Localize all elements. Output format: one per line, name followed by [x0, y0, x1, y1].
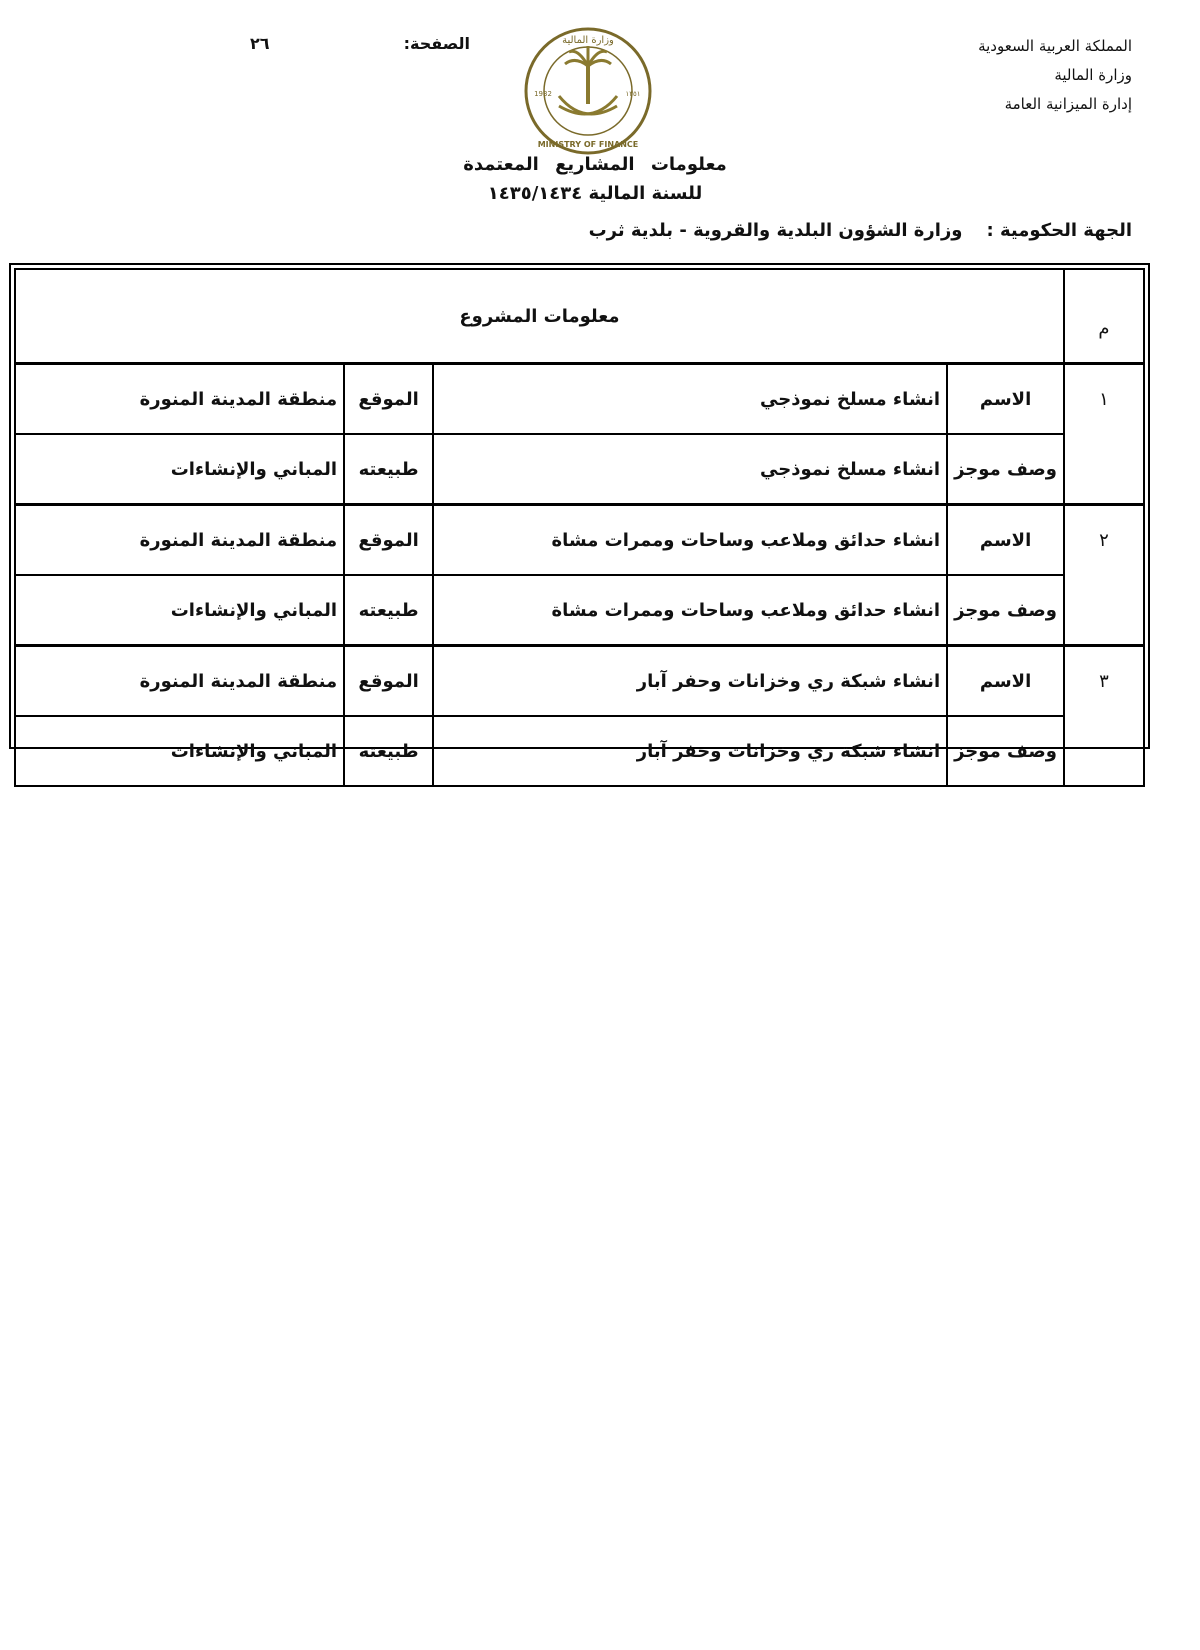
- page-number: ٢٦: [250, 34, 270, 53]
- table-row: [15, 364, 1144, 435]
- name-label: الاسم: [947, 646, 1064, 717]
- page-label: الصفحة:: [403, 34, 470, 53]
- table-row: [15, 646, 1144, 717]
- project-description: انشاء شبكة ري وخزانات وحفر آبار: [433, 716, 947, 786]
- nature-label: طبيعته: [344, 434, 433, 505]
- nature-label: طبيعته: [344, 716, 433, 786]
- name-label: الاسم: [947, 505, 1064, 576]
- project-description: انشاء حدائق وملاعب وساحات وممرات مشاة: [433, 575, 947, 646]
- agency-line: [412, 220, 1132, 241]
- header-organization: [872, 32, 1132, 119]
- header-project-info: معلومات المشروع: [15, 269, 1064, 364]
- row-index: ١: [1064, 364, 1144, 505]
- location-label: الموقع: [344, 364, 433, 435]
- logo-english-text: MINISTRY OF FINANCE: [537, 140, 639, 149]
- project-location: منطقة المدينة المنورة: [15, 364, 344, 435]
- project-location: منطقة المدينة المنورة: [15, 646, 344, 717]
- department-name: إدارة الميزانية العامة: [1004, 95, 1132, 113]
- description-label: وصف موجز: [947, 716, 1064, 786]
- table-row: [15, 575, 1144, 646]
- row-index: ٣: [1064, 646, 1144, 787]
- row-index: ٢: [1064, 505, 1144, 646]
- location-label: الموقع: [344, 505, 433, 576]
- location-label: الموقع: [344, 646, 433, 717]
- table-header-row: [15, 269, 1144, 364]
- page-number-block: [240, 34, 480, 64]
- agency-label: الجهة الحكومية :: [986, 220, 1132, 241]
- title-block: [300, 150, 890, 208]
- project-name: انشاء حدائق وملاعب وساحات وممرات مشاة: [433, 505, 947, 576]
- fiscal-year-title: للسنة المالية ١٤٣٥/١٤٣٤: [487, 183, 703, 204]
- logo-arabic-text: وزارة المالية: [562, 35, 614, 46]
- project-nature: المباني والإنشاءات: [15, 575, 344, 646]
- header-index: م: [1064, 269, 1144, 364]
- projects-table: [14, 268, 1145, 787]
- ministry-name: وزارة المالية: [1054, 66, 1132, 84]
- agency-value: وزارة الشؤون البلدية والقروية - بلدية ثرب: [588, 220, 963, 241]
- table-row: [15, 434, 1144, 505]
- project-name: انشاء مسلخ نموذجي: [433, 364, 947, 435]
- project-name: انشاء شبكة ري وخزانات وحفر آبار: [433, 646, 947, 717]
- logo-year-left: 1932: [534, 90, 552, 98]
- country-name: المملكة العربية السعودية: [978, 37, 1132, 55]
- table-row: [15, 716, 1144, 786]
- ministry-logo: [523, 26, 653, 156]
- project-description: انشاء مسلخ نموذجي: [433, 434, 947, 505]
- projects-table-frame: [9, 263, 1150, 762]
- name-label: الاسم: [947, 364, 1064, 435]
- project-nature: المباني والإنشاءات: [15, 716, 344, 786]
- table-row: [15, 505, 1144, 576]
- description-label: وصف موجز: [947, 434, 1064, 505]
- nature-label: طبيعته: [344, 575, 433, 646]
- project-nature: المباني والإنشاءات: [15, 434, 344, 505]
- document-title: معلومات المشاريع المعتمدة: [463, 154, 727, 175]
- project-location: منطقة المدينة المنورة: [15, 505, 344, 576]
- logo-year-right: ١٣٥١: [625, 90, 641, 98]
- description-label: وصف موجز: [947, 575, 1064, 646]
